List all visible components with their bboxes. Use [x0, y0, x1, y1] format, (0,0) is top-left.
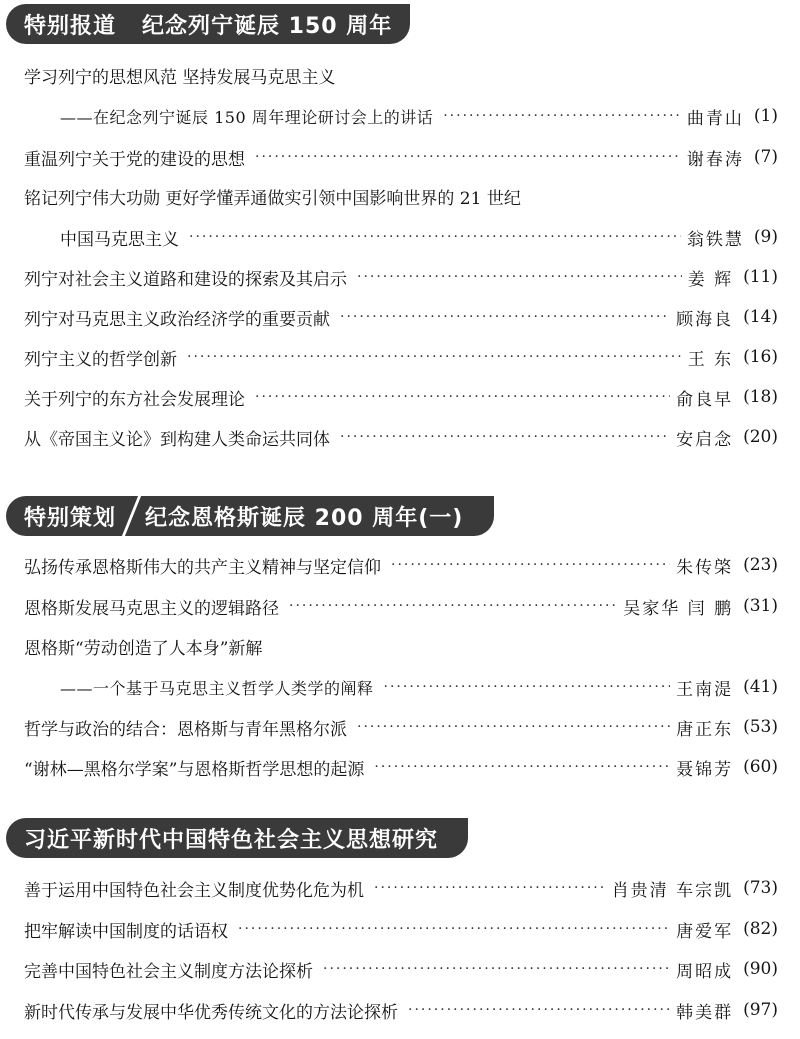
entry-author: 王南湜: [676, 679, 734, 700]
toc-entry[interactable]: [24, 752, 778, 782]
entry-author: 安启念: [676, 429, 734, 450]
entry-page: (60): [743, 757, 778, 777]
toc-entry[interactable]: [24, 954, 778, 984]
leader-dots: [391, 557, 670, 573]
section-3-title: 习近平新时代中国特色社会主义思想研究: [24, 827, 439, 853]
entry-title: 完善中国特色社会主义制度方法论探析: [24, 961, 313, 982]
banner-separator: [122, 496, 141, 536]
entry-page: (11): [743, 267, 778, 287]
leader-dots: [255, 149, 681, 165]
leader-dots: [340, 309, 670, 325]
entry-title: “谢林—黑格尔学案”与恩格斯哲学思想的起源: [24, 759, 365, 780]
section-2-banner: [6, 496, 494, 536]
entry-author: 王 东: [687, 349, 734, 370]
toc-entry[interactable]: [24, 181, 521, 211]
entry-author: 顾海良: [676, 309, 734, 330]
entry-title: 中国马克思主义: [60, 229, 179, 250]
leader-dots: [374, 759, 670, 775]
toc-entry[interactable]: [24, 914, 778, 944]
leader-dots: [340, 429, 670, 445]
leader-dots: [443, 108, 681, 124]
toc-entry[interactable]: [24, 873, 778, 903]
toc-entry[interactable]: [24, 342, 778, 372]
toc-entry[interactable]: [60, 672, 778, 702]
entry-page: (97): [743, 1000, 778, 1020]
entry-page: (7): [753, 147, 778, 167]
toc-entry[interactable]: [24, 550, 778, 580]
toc-entry[interactable]: [24, 262, 778, 292]
entry-title: 从《帝国主义论》到构建人类命运共同体: [24, 429, 330, 450]
entry-page: (90): [743, 959, 778, 979]
entry-author: 吴家华 闫 鹏: [623, 598, 734, 619]
section-1-title: 纪念列宁诞辰 150 周年: [142, 13, 393, 39]
entry-title: ——一个基于马克思主义哲学人类学的阐释: [60, 678, 374, 698]
leader-dots: [189, 229, 681, 245]
entry-page: (31): [743, 596, 778, 616]
entry-title: 哲学与政治的结合：恩格斯与青年黑格尔派: [24, 719, 347, 740]
entry-title: 列宁主义的哲学创新: [24, 349, 177, 370]
entry-page: (16): [743, 347, 778, 367]
entry-page: (73): [743, 878, 778, 898]
toc-entry[interactable]: [24, 631, 262, 661]
entry-title: 把牢解读中国制度的话语权: [24, 921, 228, 942]
toc-entry[interactable]: [60, 222, 778, 252]
leader-dots: [238, 921, 670, 937]
toc-entry[interactable]: [24, 302, 778, 332]
entry-title: 恩格斯“劳动创造了人本身”新解: [24, 638, 263, 659]
entry-page: (18): [743, 387, 778, 407]
section-3-banner: [6, 818, 468, 858]
entry-title: 新时代传承与发展中华优秀传统文化的方法论探析: [24, 1002, 398, 1023]
entry-author: 朱传棨: [676, 557, 734, 578]
entry-author: 曲青山: [686, 108, 744, 129]
entry-page: (53): [743, 717, 778, 737]
entry-author: 聂锦芳: [676, 759, 734, 780]
section-1-tag: 特别报道: [24, 13, 117, 39]
entry-title: 列宁对社会主义道路和建设的探索及其启示: [24, 269, 347, 290]
leader-dots: [289, 598, 617, 614]
entry-title: ——在纪念列宁诞辰 150 周年理论研讨会上的讲话: [60, 107, 434, 127]
entry-page: (82): [743, 919, 778, 939]
entry-title: 善于运用中国特色社会主义制度优势化危为机: [24, 880, 364, 901]
entry-author: 韩美群: [676, 1002, 734, 1023]
leader-dots: [323, 961, 670, 977]
entry-page: (23): [743, 555, 778, 575]
entry-title: 铭记列宁伟大功勋 更好学懂弄通做实引领中国影响世界的 21 世纪: [24, 188, 521, 209]
entry-page: (9): [753, 227, 778, 247]
toc-entry[interactable]: [24, 60, 335, 90]
leader-dots: [408, 1002, 670, 1018]
toc-entry[interactable]: [24, 382, 778, 412]
leader-dots: [374, 880, 606, 896]
entry-title: 弘扬传承恩格斯伟大的共产主义精神与坚定信仰: [24, 557, 381, 578]
leader-dots: [357, 269, 682, 285]
section-1-banner: [6, 4, 410, 44]
entry-title: 重温列宁关于党的建设的思想: [24, 149, 245, 170]
toc-entry[interactable]: [24, 422, 778, 452]
entry-author: 肖贵清 车宗凯: [611, 880, 734, 901]
entry-page: (1): [753, 106, 778, 126]
leader-dots: [187, 349, 682, 365]
entry-title: 关于列宁的东方社会发展理论: [24, 389, 245, 410]
entry-page: (20): [743, 427, 778, 447]
entry-author: 周昭成: [676, 961, 734, 982]
entry-title: 列宁对马克思主义政治经济学的重要贡献: [24, 309, 330, 330]
entry-page: (41): [743, 677, 778, 697]
leader-dots: [357, 719, 670, 735]
entry-title: 恩格斯发展马克思主义的逻辑路径: [24, 598, 279, 619]
section-2-tag: 特别策划: [24, 505, 117, 531]
entry-author: 翁铁慧: [686, 229, 744, 250]
entry-author: 唐正东: [676, 719, 734, 740]
toc-entry[interactable]: [24, 142, 778, 172]
entry-author: 谢春涛: [686, 149, 744, 170]
entry-title: 学习列宁的思想风范 坚持发展马克思主义: [24, 67, 336, 88]
section-2-title: 纪念恩格斯诞辰 200 周年(一): [145, 505, 464, 531]
toc-entry[interactable]: [24, 712, 778, 742]
toc-entry[interactable]: [24, 995, 778, 1025]
entry-author: 唐爱军: [676, 921, 734, 942]
entry-author: 俞良早: [676, 389, 734, 410]
entry-page: (14): [743, 307, 778, 327]
leader-dots: [384, 679, 671, 695]
leader-dots: [255, 389, 670, 405]
banner-separator: [122, 4, 138, 44]
toc-entry[interactable]: [24, 591, 778, 621]
toc-entry[interactable]: [60, 101, 778, 131]
entry-author: 姜 辉: [687, 269, 734, 290]
